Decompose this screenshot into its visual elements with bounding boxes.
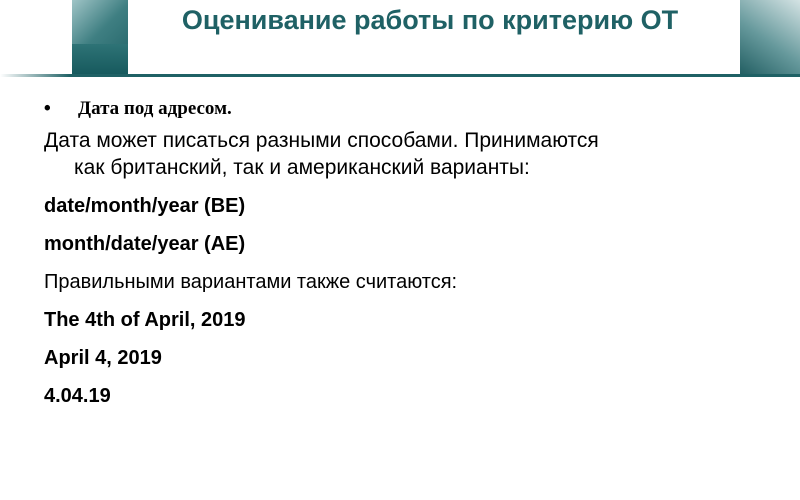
format-line-ae: month/date/year (AE)	[44, 233, 246, 255]
header-right-decoration	[740, 0, 800, 74]
example-date-long: The 4th of April, 2019	[44, 309, 246, 331]
example-date-numeric: 4.04.19	[44, 385, 111, 407]
slide-body	[0, 95, 800, 409]
header-left-decoration-lower	[72, 44, 128, 76]
slide-header	[0, 0, 800, 82]
header-rule-fade	[0, 74, 70, 77]
header-rule	[70, 74, 800, 77]
example-date-american: April 4, 2019	[44, 347, 162, 369]
intro-paragraph	[0, 127, 800, 181]
format-line-be: date/month/year (BE)	[44, 195, 246, 217]
intro-paragraph-line2: как британский, так и американский варианты:	[74, 156, 530, 179]
bullet-icon: •	[44, 98, 51, 119]
list-item	[0, 95, 800, 123]
intro-paragraph-line1: Дата может писаться разными способами. Принимаются	[44, 129, 599, 152]
page-title: Оценивание работы по критерию ОТ	[181, 5, 679, 35]
correct-variants-label: Правильными вариантами также считаются:	[44, 271, 458, 293]
list-item-label: Дата под адресом.	[78, 98, 232, 119]
